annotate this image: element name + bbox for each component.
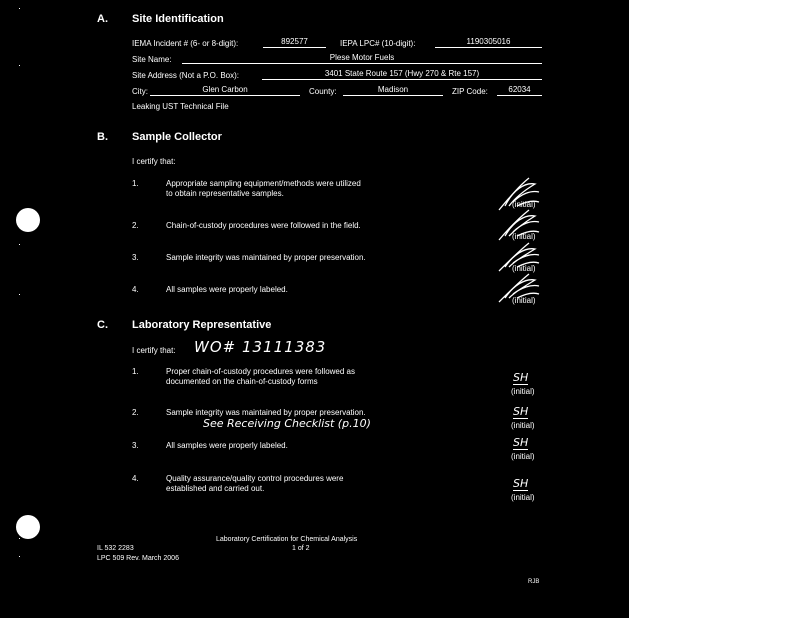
handwritten-note: See Receiving Checklist (p.10): [203, 417, 371, 430]
c-item-text-cont: documented on the chain-of-custody forms: [166, 377, 318, 386]
section-a-title: Site Identification: [132, 13, 224, 25]
site-name-label: Site Name:: [132, 55, 172, 64]
b-initial-label: (initial): [512, 200, 536, 209]
margin-speck: [19, 556, 20, 557]
section-b-title: Sample Collector: [132, 131, 222, 143]
c-item-text: Quality assurance/quality control procedures were: [166, 474, 344, 483]
c-initial-label: (initial): [511, 493, 535, 502]
section-c-certify: I certify that:: [132, 346, 176, 355]
b-item-text-cont: to obtain representative samples.: [166, 189, 284, 198]
zip-field: 62034: [497, 85, 542, 96]
county-label: County:: [309, 87, 337, 96]
section-a-letter: A.: [97, 13, 108, 25]
c-item-text-cont: established and carried out.: [166, 484, 265, 493]
city-label: City:: [132, 87, 148, 96]
section-b-certify: I certify that:: [132, 157, 176, 166]
b-item-text: All samples were properly labeled.: [166, 285, 288, 294]
footer-title: Laboratory Certification for Chemical Analysis: [216, 536, 358, 543]
c-item-text: Sample integrity was maintained by proper preservation.: [166, 408, 366, 417]
lpc-field: 1190305016: [435, 37, 542, 48]
b-item-text: Sample integrity was maintained by proper preservation.: [166, 253, 366, 262]
margin-speck: [19, 538, 20, 539]
c-handwritten-initials: SH: [513, 477, 529, 490]
technical-file-label: Leaking UST Technical File: [132, 102, 229, 111]
b-item-text: Appropriate sampling equipment/methods were utilized: [166, 179, 361, 188]
c-item-number: 2.: [132, 408, 139, 417]
section-c-title: Laboratory Representative: [132, 319, 272, 331]
b-item-number: 2.: [132, 221, 139, 230]
b-item-number: 1.: [132, 179, 139, 188]
c-handwritten-initials: SH: [513, 405, 529, 418]
footer-stamp: RJB: [528, 579, 540, 585]
c-item-number: 4.: [132, 474, 139, 483]
c-initial-label: (initial): [511, 421, 535, 430]
margin-speck: [19, 294, 20, 295]
incident-field: 892577: [263, 37, 326, 48]
footer-page-number: 1 of 2: [292, 545, 310, 552]
c-item-text: All samples were properly labeled.: [166, 441, 288, 450]
punch-hole-bottom: [16, 515, 40, 539]
b-initial-label: (initial): [512, 296, 536, 305]
section-c-letter: C.: [97, 319, 108, 331]
c-initial-label: (initial): [511, 387, 535, 396]
b-item-number: 3.: [132, 253, 139, 262]
site-name-field: Plese Motor Fuels: [182, 53, 542, 64]
c-item-number: 1.: [132, 367, 139, 376]
c-item-text: Proper chain-of-custody procedures were followed as: [166, 367, 355, 376]
b-initial-label: (initial): [512, 264, 536, 273]
incident-label: IEMA Incident # (6- or 8-digit):: [132, 39, 239, 48]
address-label: Site Address (Not a P.O. Box):: [132, 71, 240, 80]
footer-form-id: IL 532 2283: [97, 545, 134, 552]
handwritten-work-order: WO# 13111383: [194, 338, 327, 356]
c-initial-label: (initial): [511, 452, 535, 461]
b-initial-label: (initial): [512, 232, 536, 241]
punch-hole-top: [16, 208, 40, 232]
zip-label: ZIP Code:: [452, 87, 488, 96]
margin-speck: [19, 244, 20, 245]
section-b-letter: B.: [97, 131, 108, 143]
c-handwritten-initials: SH: [513, 371, 529, 384]
c-item-number: 3.: [132, 441, 139, 450]
lpc-label: IEPA LPC# (10-digit):: [340, 39, 416, 48]
c-handwritten-initials: SH: [513, 436, 529, 449]
footer-form-revision: LPC 509 Rev. March 2006: [97, 555, 179, 562]
county-field: Madison: [343, 85, 443, 96]
address-field: 3401 State Route 157 (Hwy 270 & Rte 157): [262, 69, 542, 80]
city-field: Glen Carbon: [150, 85, 300, 96]
margin-speck: [19, 8, 20, 9]
margin-speck: [19, 65, 20, 66]
b-item-text: Chain-of-custody procedures were followed in the field.: [166, 221, 361, 230]
b-item-number: 4.: [132, 285, 139, 294]
